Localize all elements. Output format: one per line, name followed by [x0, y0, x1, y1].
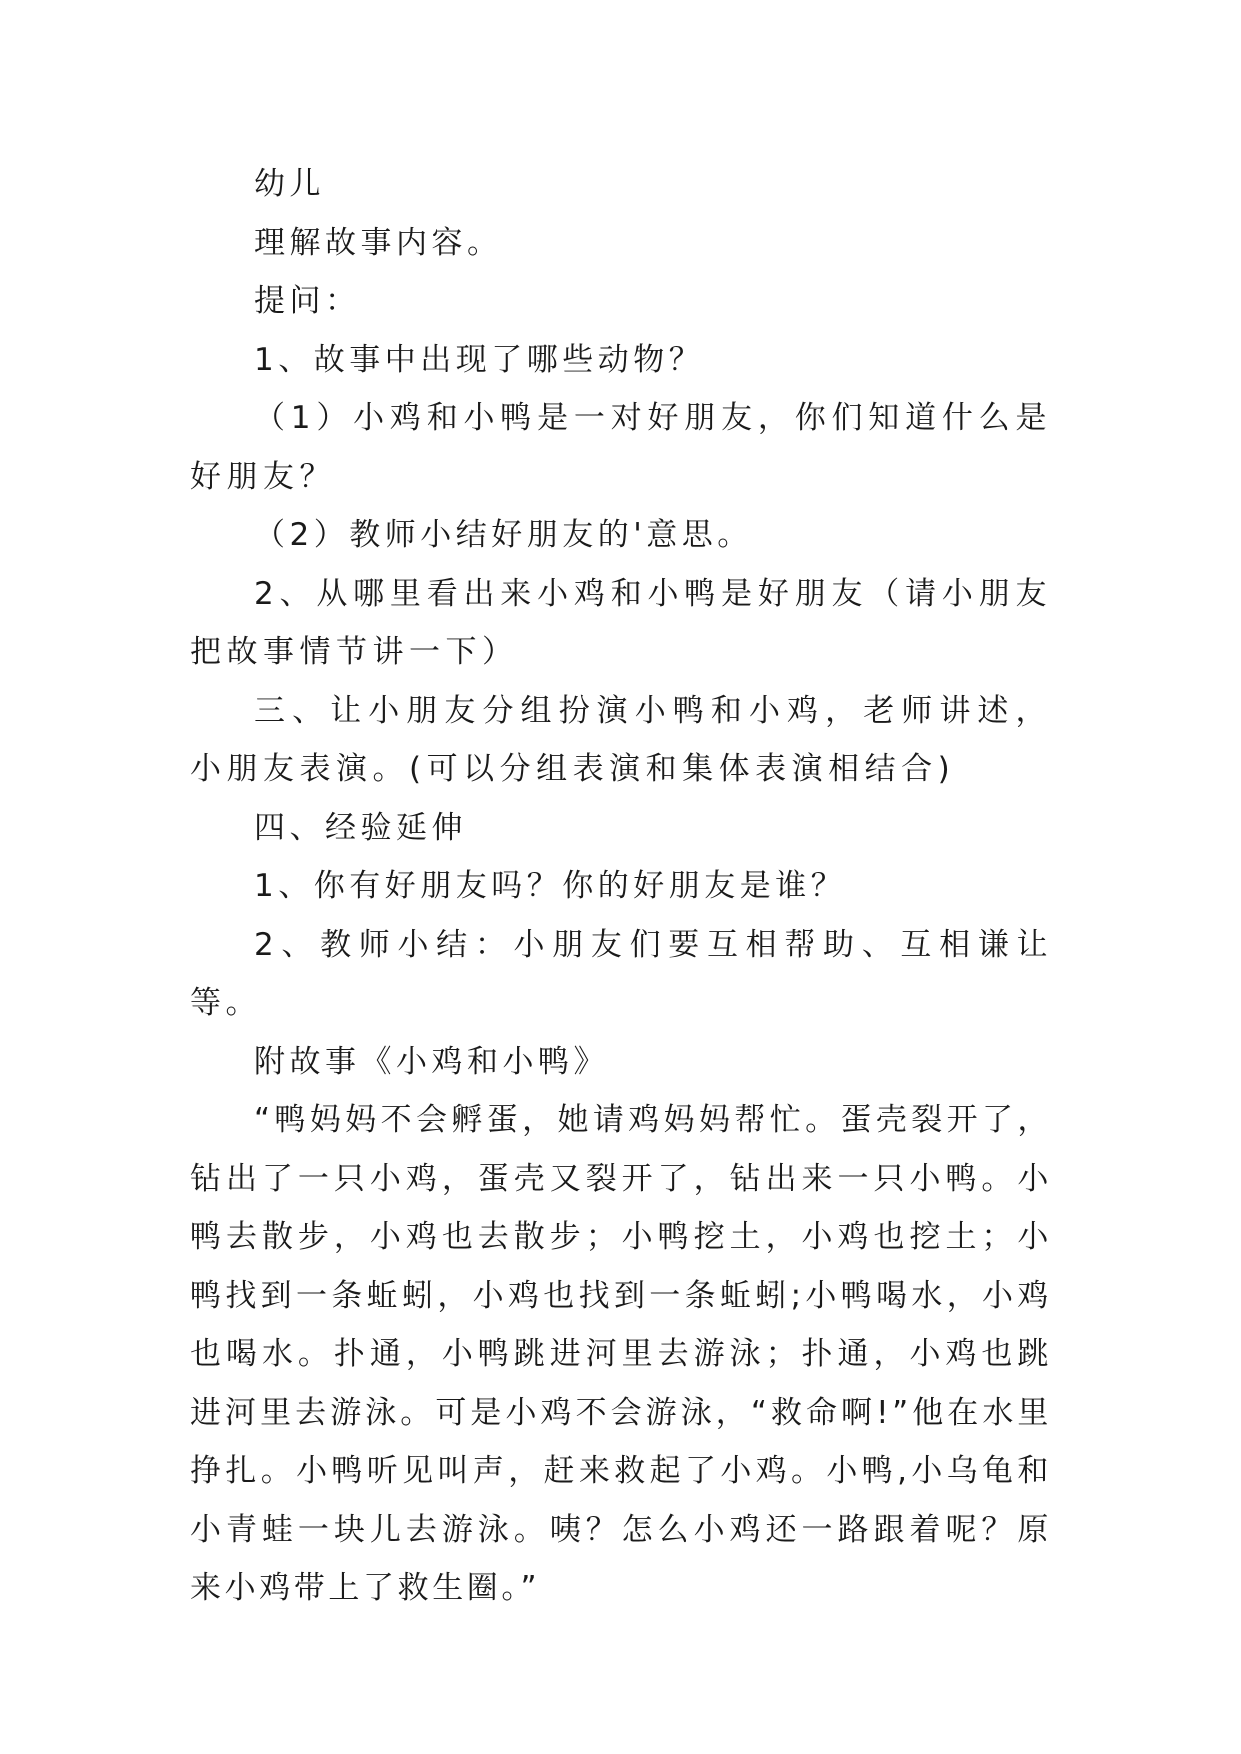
paragraph-question-2: 2、从哪里看出来小鸡和小鸭是好朋友（请小朋友把故事情节讲一下） [190, 575, 1052, 670]
paragraph-extension-1: 1、你有好朋友吗？你的好朋友是谁？ [254, 868, 847, 904]
paragraph-extension-2: 2、教师小结：小朋友们要互相帮助、互相谦让等。 [190, 926, 1052, 1021]
paragraph-question-1: 1、故事中出现了哪些动物？ [254, 341, 705, 378]
paragraph-story-text: “鸭妈妈不会孵蛋，她请鸡妈妈帮忙。蛋壳裂开了，钻出了一只小鸡，蛋壳又裂开了，钻出来一只小鸭。小鸭去散步，小鸡也去散步；小鸭挖土，小鸡也挖土；小鸭找到一条蚯蚓，小鸡也找到一条蚯蚓;小鸭喝水，小鸡也喝水。扑通，小鸭跳进河里去游泳；扑通，小鸡也跳进河里去游泳。可是小鸡不会游泳，“救命啊!”他在水里挣扎。小鸭听见叫声，赶来救起了小鸡。小鸭,小乌龟和小青蛙一块儿去游泳。咦？怎么小鸡还一路跟着呢？原来小鸡带上了救生圈。” [190, 1102, 1052, 1606]
paragraph-goal: 理解故事内容。 [254, 224, 503, 261]
document-body [190, 155, 1052, 1618]
paragraph-section-three: 三、让小朋友分组扮演小鸭和小鸡，老师讲述，小朋友表演。(可以分组表演和集体表演相结合) [190, 692, 1052, 787]
paragraph-story-title: 附故事《小鸡和小鸭》 [254, 1043, 609, 1080]
paragraph-question-1-1: （1）小鸡和小鸭是一对好朋友，你们知道什么是好朋友？ [190, 400, 1052, 495]
paragraph-section-four: 四、经验延伸 [254, 809, 467, 846]
paragraph-question-1-2: （2）教师小结好朋友的'意思。 [254, 517, 753, 553]
paragraph-subject: 幼儿 [254, 166, 325, 202]
paragraph-questions-heading: 提问： [254, 283, 361, 319]
